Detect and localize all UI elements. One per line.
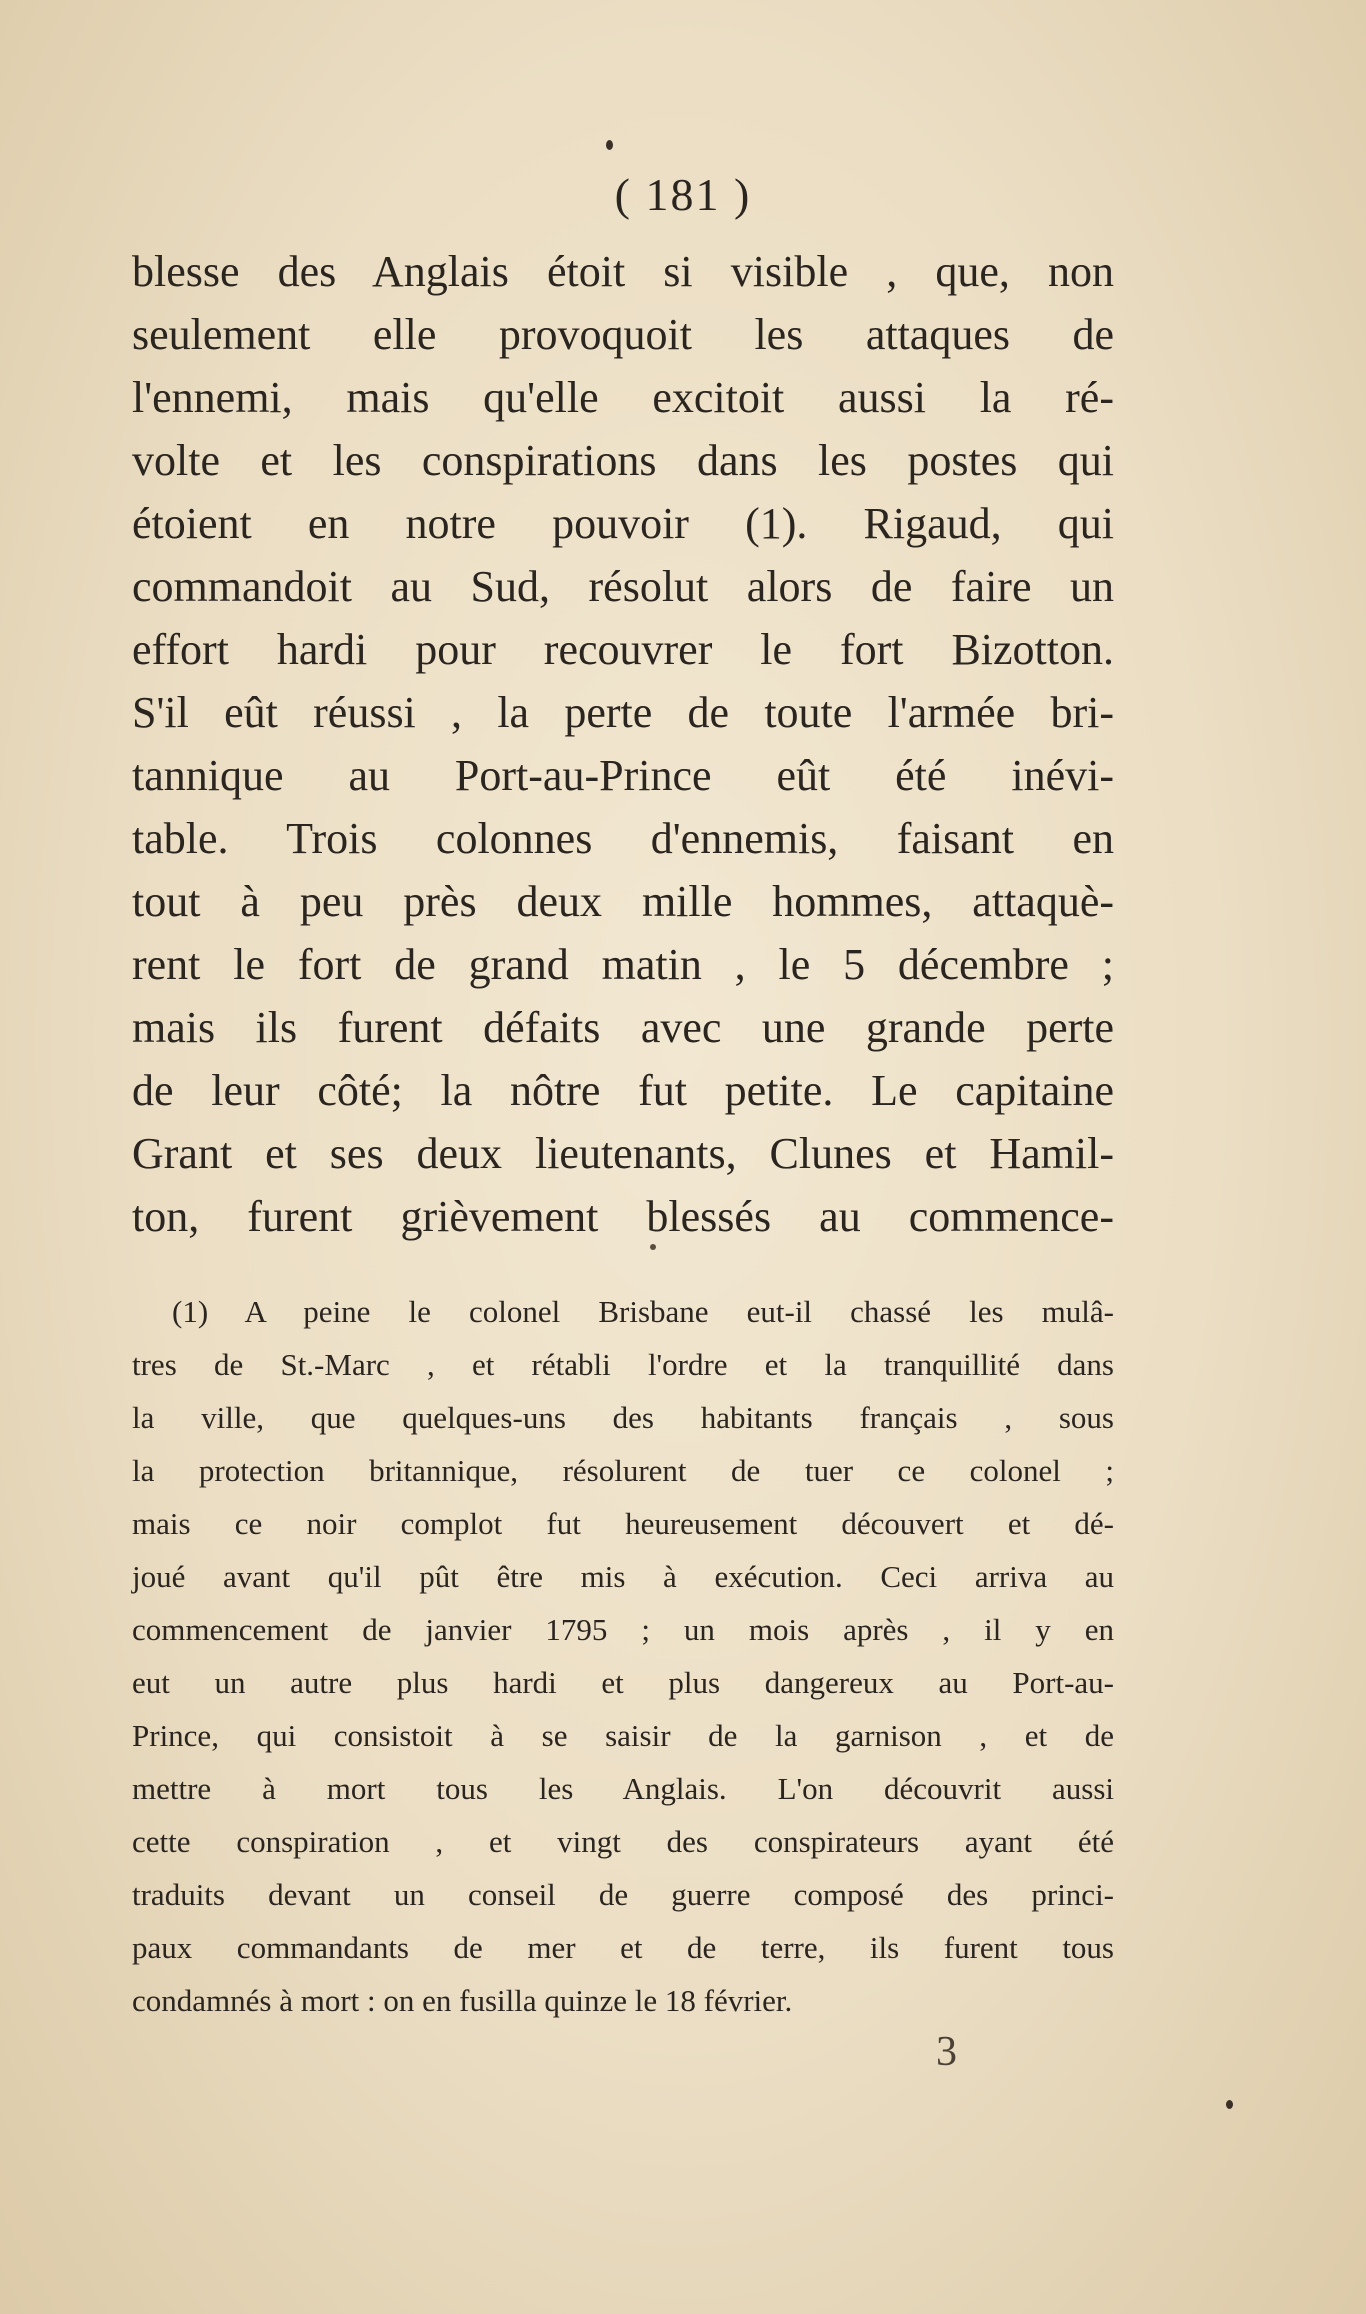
text-line: S'il eût réussi , la perte de toute l'armée bri- — [132, 688, 1114, 737]
text-line: blesse des Anglais étoit si visible , que, non — [132, 247, 1114, 296]
text-line: ton, furent grièvement blessés au commence- — [132, 1192, 1114, 1241]
signature-mark: 3 — [936, 2029, 957, 2075]
text-line: Grant et ses deux lieutenants, Clunes et Hamil- — [132, 1129, 1114, 1178]
text-line: seulement elle provoquoit les attaques de — [132, 310, 1114, 359]
footnote-line: mettre à mort tous les Anglais. L'on découvrit aussi — [132, 1771, 1114, 1806]
text-line: volte et les conspirations dans les postes qui — [132, 436, 1114, 485]
footnote-separator — [650, 1244, 656, 1250]
footnote-line: condamnés à mort : on en fusilla quinze le 18 février. — [132, 1983, 793, 2018]
text-line: tout à peu près deux mille hommes, attaquè- — [132, 877, 1114, 926]
main-text — [132, 240, 1114, 1248]
text-line: de leur côté; la nôtre fut petite. Le capitaine — [132, 1066, 1114, 1115]
text-line: l'ennemi, mais qu'elle excitoit aussi la ré- — [132, 373, 1114, 422]
footnote-line: (1) A peine le colonel Brisbane eut-il chassé les mulâ- — [172, 1294, 1114, 1329]
footnote-line: Prince, qui consistoit à se saisir de la garnison , et de — [132, 1718, 1114, 1753]
footnote-line: mais ce noir complot fut heureusement découvert et dé- — [132, 1506, 1114, 1541]
footnote-line: la protection britannique, résolurent de tuer ce colonel ; — [132, 1453, 1114, 1488]
footnote-line: paux commandants de mer et de terre, ils furent tous — [132, 1930, 1114, 1965]
text-line: mais ils furent défaits avec une grande perte — [132, 1003, 1114, 1052]
footnote-line: eut un autre plus hardi et plus dangereux au Port-au- — [132, 1665, 1114, 1700]
ink-spot — [1226, 2100, 1233, 2109]
footnote-line: traduits devant un conseil de guerre composé des princi- — [132, 1877, 1114, 1912]
text-line: tannique au Port-au-Prince eût été inévi- — [132, 751, 1114, 800]
footnote-line: cette conspiration , et vingt des conspirateurs ayant été — [132, 1824, 1114, 1859]
footnote-line: commencement de janvier 1795 ; un mois après , il y en — [132, 1612, 1114, 1647]
text-line: commandoit au Sud, résolut alors de faire un — [132, 562, 1114, 611]
footnote-line: la ville, que quelques-uns des habitants français , sous — [132, 1400, 1114, 1435]
text-line: rent le fort de grand matin , le 5 décembre ; — [132, 940, 1114, 989]
text-line: table. Trois colonnes d'ennemis, faisant en — [132, 814, 1114, 863]
ink-spot — [606, 140, 613, 150]
footnote — [132, 1285, 1114, 2027]
footnote-line: tres de St.-Marc , et rétabli l'ordre et la tranquillité dans — [132, 1347, 1114, 1382]
text-line: effort hardi pour recouvrer le fort Bizotton. — [132, 625, 1114, 674]
footnote-line: joué avant qu'il pût être mis à exécution. Ceci arriva au — [132, 1559, 1114, 1594]
page-number: ( 181 ) — [614, 169, 752, 220]
text-line: étoient en notre pouvoir (1). Rigaud, qui — [132, 499, 1114, 548]
